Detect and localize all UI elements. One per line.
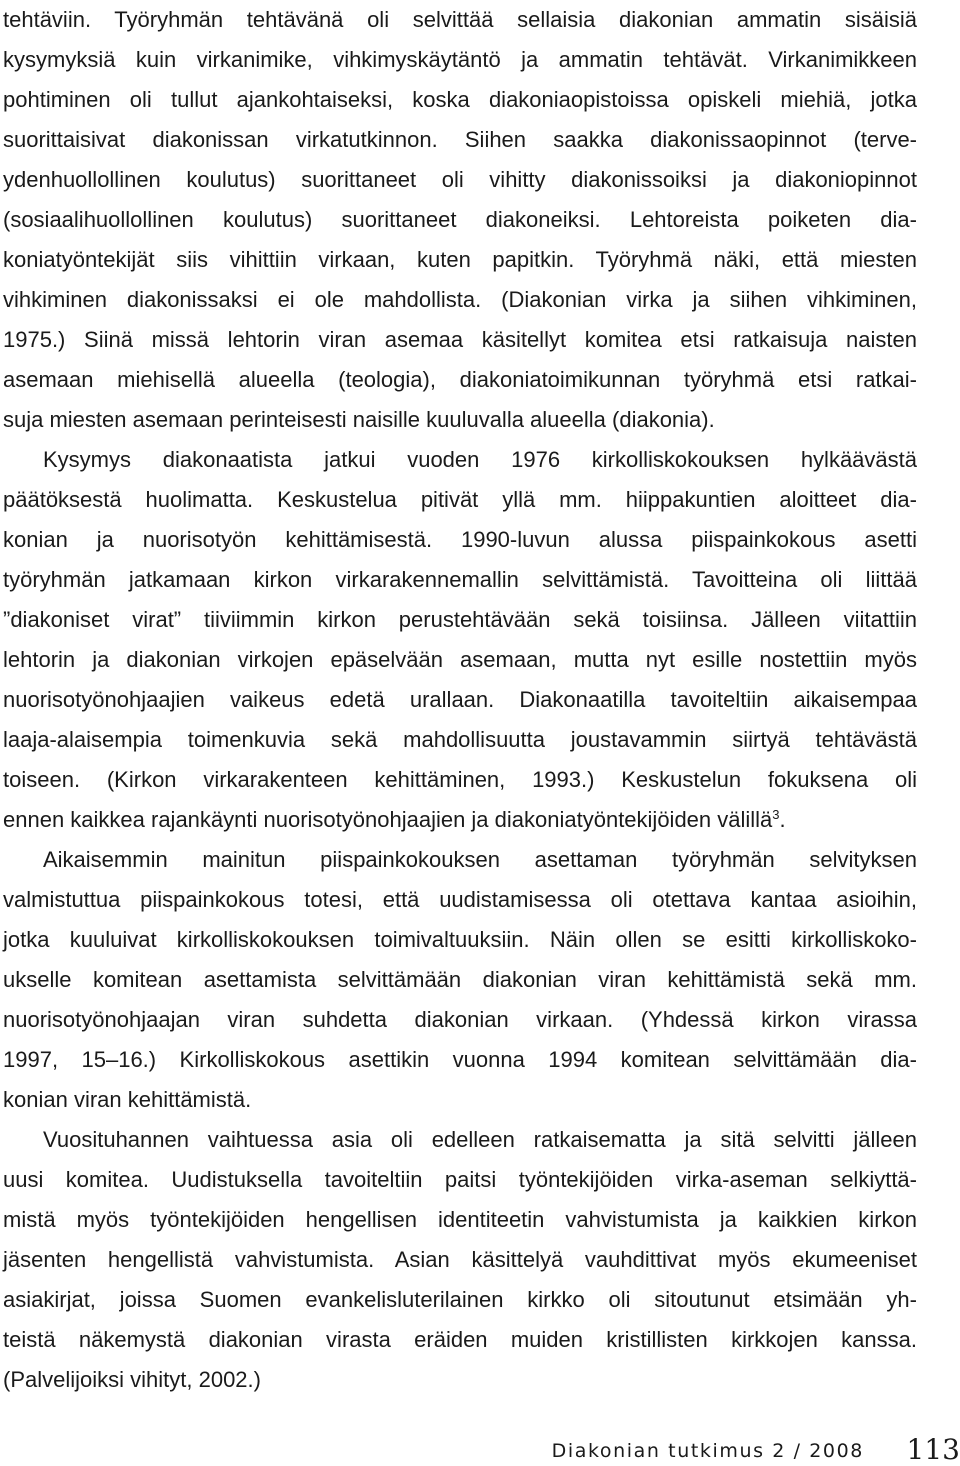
line-text: nuorisotyönohjaajan viran suhdetta diakonian virkaan. (Yhdessä kirkon virassa bbox=[3, 1007, 917, 1032]
line-text: pohtiminen oli tullut ajankohtaiseksi, koska diakoniaopistoissa opiskeli miehiä, jotka bbox=[3, 87, 917, 112]
line-text: jotka kuuluivat kirkolliskokouksen toimivaltuuksiin. Näin ollen se esitti kirkolliskoko- bbox=[3, 927, 917, 952]
text-line bbox=[3, 560, 917, 600]
page-footer bbox=[0, 1433, 960, 1466]
text-line bbox=[3, 200, 917, 240]
footnote-reference: 3 bbox=[772, 807, 780, 822]
text-line bbox=[3, 840, 917, 880]
text-line bbox=[3, 160, 917, 200]
line-text: uusi komitea. Uudistuksella tavoiteltiin paitsi työntekijöiden virka-aseman selkiyttä- bbox=[3, 1167, 917, 1192]
line-text: Aikaisemmin mainitun piispainkokouksen asettaman työryhmän selvityksen bbox=[43, 847, 917, 872]
paragraph bbox=[3, 840, 917, 1120]
text-line bbox=[3, 320, 917, 360]
text-line bbox=[3, 440, 917, 480]
line-text: (Palvelijoiksi vihityt, 2002.) bbox=[3, 1367, 261, 1392]
text-line bbox=[3, 600, 917, 640]
paragraph bbox=[3, 1120, 917, 1400]
line-text: kysymyksiä kuin virkanimike, vihkimyskäytäntö ja ammatin tehtävät. Virkanimikkeen bbox=[3, 47, 917, 72]
line-text: nuorisotyönohjaajien vaikeus edetä urallaan. Diakonaatilla tavoiteltiin aikaisempaa bbox=[3, 687, 917, 712]
line-text: ydenhuollollinen koulutus) suorittaneet oli vihitty diakonissoiksi ja diakoniopinnot bbox=[3, 167, 917, 192]
text-line bbox=[3, 1360, 917, 1400]
line-text: suja miesten asemaan perinteisesti naisille kuuluvalla alueella (diakonia). bbox=[3, 407, 715, 432]
text-line bbox=[3, 480, 917, 520]
text-line bbox=[3, 280, 917, 320]
text-line bbox=[3, 1000, 917, 1040]
line-text: 1975.) Siinä missä lehtorin viran asemaa käsitellyt komitea etsi ratkaisuja naisten bbox=[3, 327, 917, 352]
line-text: toiseen. (Kirkon virkarakenteen kehittäminen, 1993.) Keskustelun fokuksena oli bbox=[3, 767, 917, 792]
line-text: teistä näkemystä diakonian virasta eräiden muiden kristillisten kirkkojen kanssa. bbox=[3, 1327, 917, 1352]
text-line bbox=[3, 40, 917, 80]
line-text: asiakirjat, joissa Suomen evankelisluterilainen kirkko oli sitoutunut etsimään yh- bbox=[3, 1287, 917, 1312]
text-line bbox=[3, 1080, 917, 1120]
text-line bbox=[3, 880, 917, 920]
text-line bbox=[3, 1040, 917, 1080]
paragraph bbox=[3, 0, 917, 440]
journal-issue: Diakonian tutkimus 2 / 2008 bbox=[551, 1440, 864, 1462]
text-line bbox=[3, 920, 917, 960]
text-line bbox=[3, 1240, 917, 1280]
trailing-punctuation: . bbox=[779, 807, 786, 832]
text-line bbox=[3, 680, 917, 720]
page-number: 113 bbox=[906, 1433, 960, 1466]
line-text: 1997, 15–16.) Kirkolliskokous asettikin vuonna 1994 komitean selvittämään dia- bbox=[3, 1047, 917, 1072]
line-text: jäsenten hengellistä vahvistumista. Asian käsittelyä vauhdittivat myös ekumeeniset bbox=[3, 1247, 917, 1272]
text-line bbox=[3, 0, 917, 40]
line-text: tehtäviin. Työryhmän tehtävänä oli selvittää sellaisia diakonian ammatin sisäisiä bbox=[3, 7, 917, 32]
line-text: konian ja nuorisotyön kehittämisestä. 1990-luvun alussa piispainkokous asetti bbox=[3, 527, 917, 552]
text-line bbox=[3, 1120, 917, 1160]
paragraph bbox=[3, 440, 917, 840]
text-line bbox=[3, 960, 917, 1000]
line-text: laaja-alaisempia toimenkuvia sekä mahdollisuutta joustavammin siirtyä tehtävästä bbox=[3, 727, 917, 752]
line-text: suorittaisivat diakonissan virkatutkinnon. Siihen saakka diakonissaopinnot (terve- bbox=[3, 127, 917, 152]
line-text: päätöksestä huolimatta. Keskustelua pitivät yllä mm. hiippakuntien aloitteet dia- bbox=[3, 487, 917, 512]
text-line bbox=[3, 240, 917, 280]
text-line bbox=[3, 1280, 917, 1320]
text-line bbox=[3, 760, 917, 800]
text-line bbox=[3, 360, 917, 400]
line-text: Vuosituhannen vaihtuessa asia oli edelleen ratkaisematta ja sitä selvitti jälleen bbox=[43, 1127, 917, 1152]
text-line bbox=[3, 120, 917, 160]
line-text: Kysymys diakonaatista jatkui vuoden 1976 kirkolliskokouksen hylkäävästä bbox=[43, 447, 917, 472]
line-text: konian viran kehittämistä. bbox=[3, 1087, 252, 1112]
line-text: ukselle komitean asettamista selvittämään diakonian viran kehittämistä sekä mm. bbox=[3, 967, 917, 992]
text-line bbox=[3, 720, 917, 760]
text-line bbox=[3, 520, 917, 560]
text-line bbox=[3, 800, 917, 840]
line-text: vihkiminen diakonissaksi ei ole mahdollista. (Diakonian virka ja siihen vihkiminen, bbox=[3, 287, 917, 312]
text-line bbox=[3, 1320, 917, 1360]
line-text: (sosiaalihuollollinen koulutus) suorittaneet diakoneiksi. Lehtoreista poiketen dia- bbox=[3, 207, 917, 232]
text-line bbox=[3, 1160, 917, 1200]
line-text: lehtorin ja diakonian virkojen epäselvään asemaan, mutta nyt esille nostettiin myös bbox=[3, 647, 917, 672]
line-text: mistä myös työntekijöiden hengellisen identiteetin vahvistumista ja kaikkien kirkon bbox=[3, 1207, 917, 1232]
line-text: asemaan miehisellä alueella (teologia), diakoniatoimikunnan työryhmä etsi ratkai- bbox=[3, 367, 917, 392]
line-text: työryhmän jatkamaan kirkon virkarakennemallin selvittämistä. Tavoitteina oli liittää bbox=[3, 567, 917, 592]
text-line bbox=[3, 1200, 917, 1240]
line-text: ennen kaikkea rajankäynti nuorisotyönohjaajien ja diakoniatyöntekijöiden välillä bbox=[3, 807, 773, 832]
text-line bbox=[3, 80, 917, 120]
text-line bbox=[3, 400, 917, 440]
text-line bbox=[3, 640, 917, 680]
line-text: ”diakoniset virat” tiiviimmin kirkon perustehtävään sekä toisiinsa. Jälleen viitattiin bbox=[3, 607, 917, 632]
line-text: valmistuttua piispainkokous totesi, että uudistamisessa oli otettava kantaa asioihin, bbox=[3, 887, 917, 912]
article-body bbox=[3, 0, 917, 1400]
line-text: koniatyöntekijät siis vihittiin virkaan, kuten papitkin. Työryhmä näki, että miesten bbox=[3, 247, 917, 272]
